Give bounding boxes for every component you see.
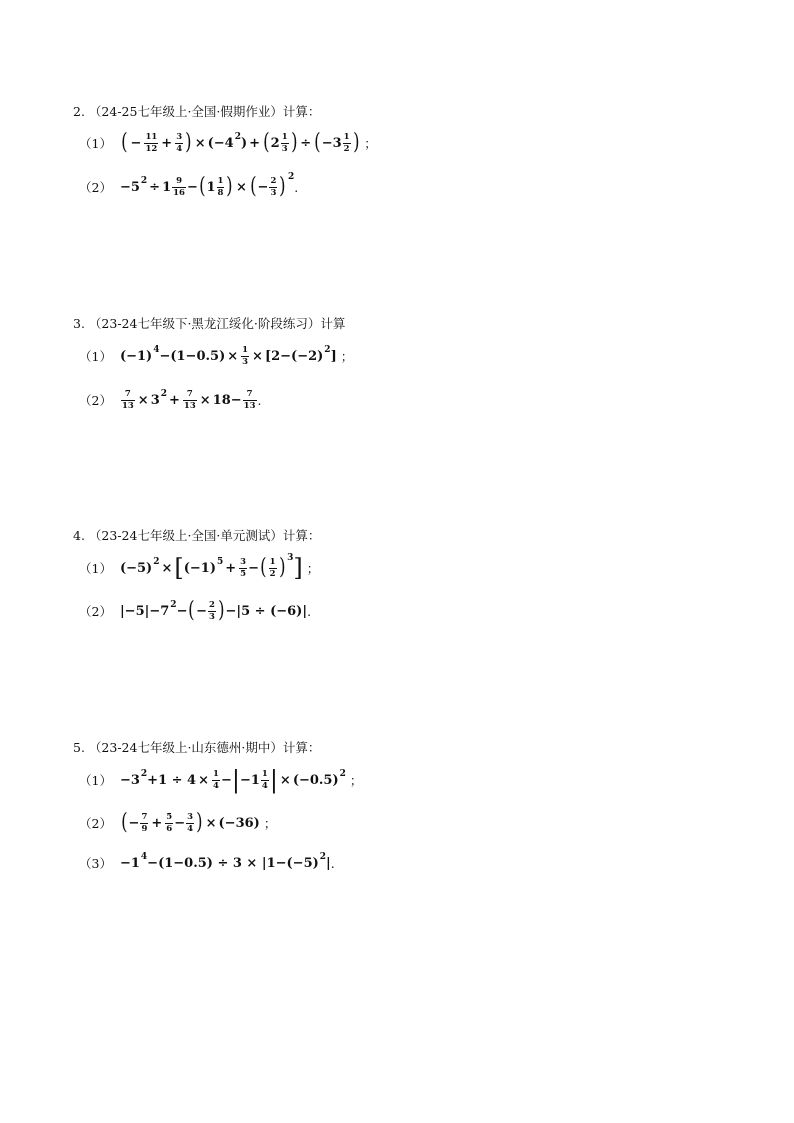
problem-5-part-1 — [79, 768, 362, 792]
expression: ( − $\frac{11}{12}$ + $\frac{3}{4}$ ) × ( −4 2 ) + ( 2 $\frac{1}{3}$ ) ÷ ( − 3 $\frac{1}{2}$ ) — [121, 130, 360, 155]
part-tail: ； — [306, 561, 320, 576]
problem-2-part-2 — [79, 172, 299, 199]
part-label: （1） — [79, 349, 112, 364]
problem-source: （24-25七年级上·全国·假期作业）计算： — [88, 104, 321, 119]
part-label: （2） — [79, 816, 112, 831]
expression: −5 2 ÷ 1 $\frac{9}{16}$ − ( 1 $\frac{1}{8}$ ) × ( − $\frac{2}{3}$ ) 2 — [119, 172, 295, 199]
part-tail: ； — [263, 816, 277, 831]
problem-source: （23-24七年级上·山东德州·期中）计算： — [88, 740, 321, 755]
part-label: （3） — [79, 856, 112, 871]
part-tail: ； — [349, 773, 363, 788]
fraction: $\frac{3}{4}$ — [176, 132, 183, 154]
problem-3-header — [73, 314, 345, 332]
problem-3-part-2 — [79, 390, 262, 410]
expression: (−5) 2 × [ (−1) 5 + $\frac{3}{5}$ − ( $\frac{1}{2}$ ) 3 ] — [119, 553, 303, 582]
expression: −3 2 +1 ÷ 4 × $\frac{1}{4}$ − | − 1 $\frac{1}{4}$ | × (−0.5) 2 — [119, 766, 346, 794]
problem-5-part-2 — [79, 812, 276, 834]
part-tail: . — [257, 392, 262, 408]
part-tail: . — [330, 855, 335, 871]
expression: |−5|−7 2 − ( − $\frac{2}{3}$ ) −|5 ÷ (−6)| — [119, 598, 308, 623]
problem-5-part-3 — [79, 854, 335, 872]
part-tail: . — [307, 603, 312, 619]
part-label: （2） — [79, 180, 112, 195]
part-label: （2） — [79, 393, 112, 408]
part-label: （1） — [79, 773, 112, 788]
problem-2-header — [73, 102, 320, 120]
expression: (−1) 4 −(1−0.5) × $\frac{1}{3}$ × [2−(−2) 2 ] — [119, 345, 337, 367]
part-tail: ； — [364, 136, 377, 151]
problem-4-part-1 — [79, 553, 320, 582]
fraction: $\frac{11}{12}$ — [145, 132, 158, 154]
problem-number: 4. — [73, 528, 85, 543]
expression: $\frac{7}{13}$ × 3 2 + $\frac{7}{13}$ × 18 − $\frac{7}{13}$ — [121, 389, 256, 411]
problem-5-header — [73, 738, 320, 756]
problem-4-part-2 — [79, 600, 311, 622]
problem-4-header — [73, 526, 320, 544]
problem-number: 5. — [73, 740, 85, 755]
expression: −1 4 −(1−0.5) ÷ 3 × |1−(−5) 2 | — [119, 852, 331, 871]
part-tail: ； — [340, 349, 354, 364]
part-label: （1） — [79, 136, 112, 151]
part-label: （1） — [79, 561, 112, 576]
expression: ( − $\frac{7}{9}$ + $\frac{5}{6}$ − $\frac{3}{4}$ ) × (−36) — [121, 810, 260, 835]
problem-3-part-1 — [79, 346, 353, 366]
part-label: （2） — [79, 604, 112, 619]
problem-source: （23-24七年级下·黑龙江绥化·阶段练习）计算 — [88, 316, 346, 331]
part-tail: . — [294, 179, 299, 195]
problem-number: 2. — [73, 104, 85, 119]
problem-source: （23-24七年级上·全国·单元测试）计算： — [88, 528, 321, 543]
problem-2-part-1 — [79, 132, 377, 154]
problem-number: 3. — [73, 316, 85, 331]
